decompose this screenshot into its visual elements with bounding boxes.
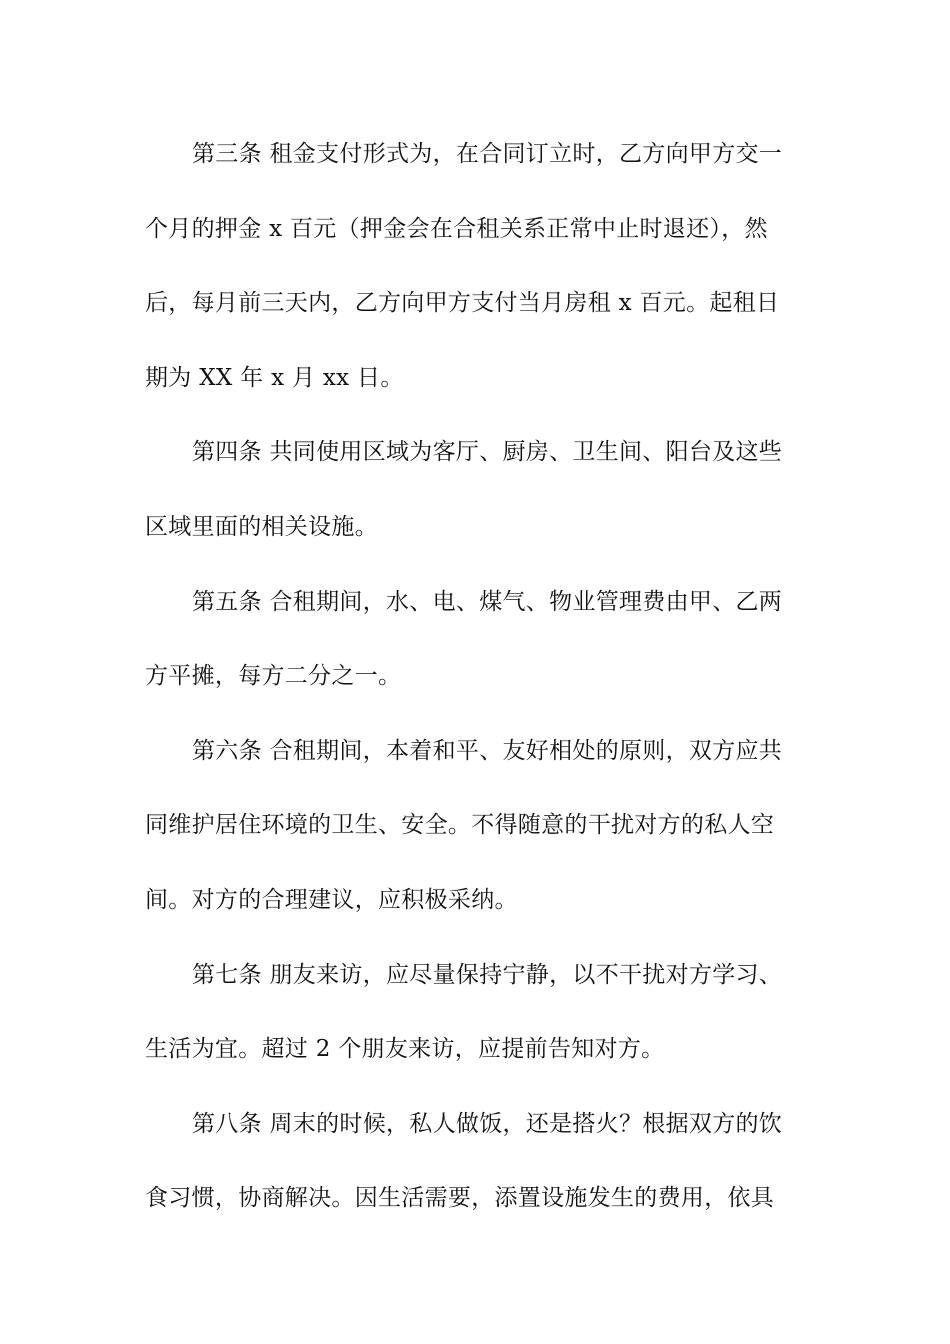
document-body: [145, 126, 805, 1245]
article-7-line-1: 第七条 朋友来访，应尽量保持宁静，以不干扰对方学习、: [192, 961, 783, 988]
article-6-line-1: 第六条 合租期间，本着和平、友好相处的原则，双方应共: [192, 737, 783, 764]
article-7-line-2: 生活为宜。超过 2 个朋友来访，应提前告知对方。: [145, 1036, 665, 1063]
article-5-line-1: 第五条 合租期间，水、电、煤气、物业管理费由甲、乙两: [192, 588, 783, 615]
article-6-line-2: 同维护居住环境的卫生、安全。不得随意的干扰对方的私人空: [145, 812, 775, 839]
article-6-line-3: 间。对方的合理建议，应积极采纳。: [145, 886, 518, 913]
article-3-line-3: 后，每月前三天内，乙方向甲方支付当月房租 x 百元。起租日: [145, 290, 780, 317]
article-5-line-2: 方平摊，每方二分之一。: [145, 663, 402, 690]
article-4-line-2: 区域里面的相关设施。: [145, 513, 378, 540]
article-8-line-2: 食习惯，协商解决。因生活需要，添置设施发生的费用，依具: [145, 1185, 775, 1212]
article-8-line-1: 第八条 周末的时候，私人做饭，还是搭火？根据双方的饮: [192, 1110, 783, 1137]
article-3-line-4: 期为 XX 年 x 月 xx 日。: [145, 364, 404, 391]
article-3-line-2: 个月的押金 x 百元（押金会在合租关系正常中止时退还），然: [145, 215, 768, 242]
article-4-line-1: 第四条 共同使用区域为客厅、厨房、卫生间、阳台及这些: [192, 439, 783, 466]
article-3-line-1: 第三条 租金支付形式为，在合同订立时，乙方向甲方交一: [192, 141, 783, 167]
